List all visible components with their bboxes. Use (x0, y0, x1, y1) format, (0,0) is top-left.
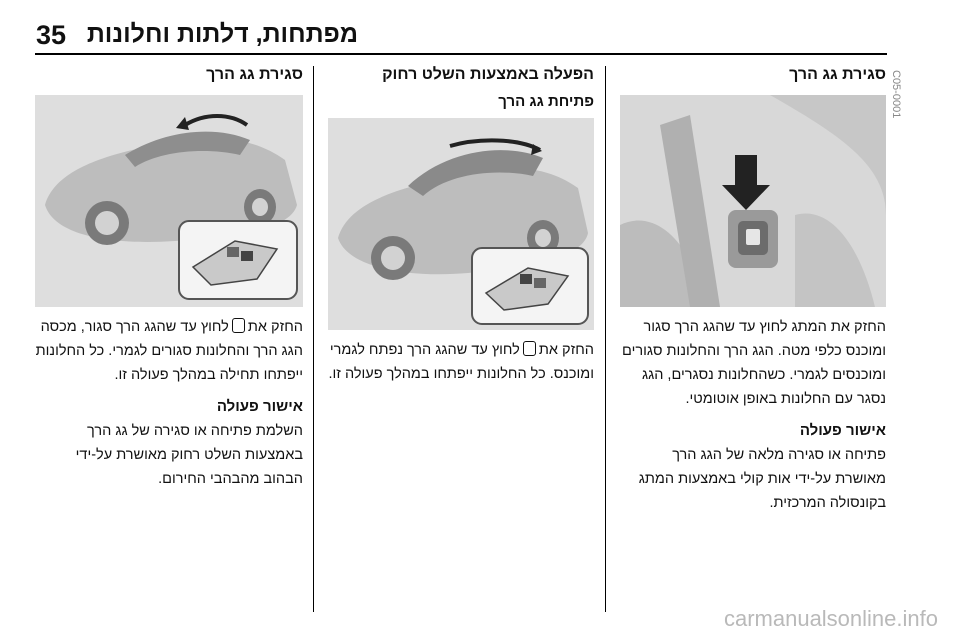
console-switch-illustration (620, 95, 886, 307)
car-closing-roof-illustration (35, 95, 303, 307)
lock-key-icon (232, 318, 245, 333)
confirmation-note: פתיחה או סגירה מלאה של הגג הרך מאושרת על-ידי אות קולי באמצעות המתג בקונסולה המרכזית. (638, 447, 886, 511)
column-divider-right (605, 66, 606, 612)
page-header (0, 0, 960, 60)
page-number: 35 (36, 20, 67, 50)
open-roof-instructions (328, 338, 594, 386)
car-open-roof-illustration (328, 118, 594, 330)
confirmation-note-remote: השלמת פתיחה או סגירה של גג הרך באמצעות השלט רחוק מאושרת על-ידי הבהוב מהבהבי החירום. (75, 423, 303, 487)
column-left (35, 62, 303, 491)
confirmation-heading: אישור פעולה (799, 422, 886, 439)
section-heading-close-roof-remote: סגירת גג הרך (206, 66, 303, 83)
subheading-open-roof: פתיחת גג הרך (498, 93, 594, 110)
column-middle (328, 62, 594, 386)
unlock-key-icon (523, 341, 536, 356)
header-rule (35, 53, 887, 55)
close-roof-remote-instructions (35, 315, 303, 387)
column-divider-left (313, 66, 314, 612)
instruction-lead: החזק את (538, 342, 594, 358)
section-heading-close-roof: סגירת גג הרך (789, 66, 886, 83)
watermark: carmanualsonline.info (723, 606, 938, 631)
figure-caption: C05-0001 (890, 70, 902, 119)
confirmation-heading-remote: אישור פעולה (216, 398, 303, 415)
section-heading-remote-operation: הפעלה באמצעות השלט רחוק (382, 66, 594, 83)
instruction-body: לחוץ עד שהגג הרך סגור, מכסה הגג הרך והחלונות סגורים לגמרי. כל החלונות ייפתחו תחילה במהלך פעולה זו. (35, 319, 303, 383)
instruction-body: לחוץ עד שהגג הרך נפתח לגמרי ומוכנס. כל החלונות ייפתחו במהלך פעולה זו. (328, 342, 594, 382)
column-right (620, 62, 886, 515)
running-title: מפתחות, דלתות וחלונות (86, 20, 358, 48)
close-roof-instructions: החזק את המתג לחוץ עד שהגג הרך סגור ומוכנס כלפי מטה. הגג הרך והחלונות סגורים ומוכנסים לגמרי. כשהחלונות נסגרים, הגג נסגר עם החלונות באופן אוטומטי. (622, 319, 886, 407)
instruction-lead: החזק את (247, 319, 303, 335)
